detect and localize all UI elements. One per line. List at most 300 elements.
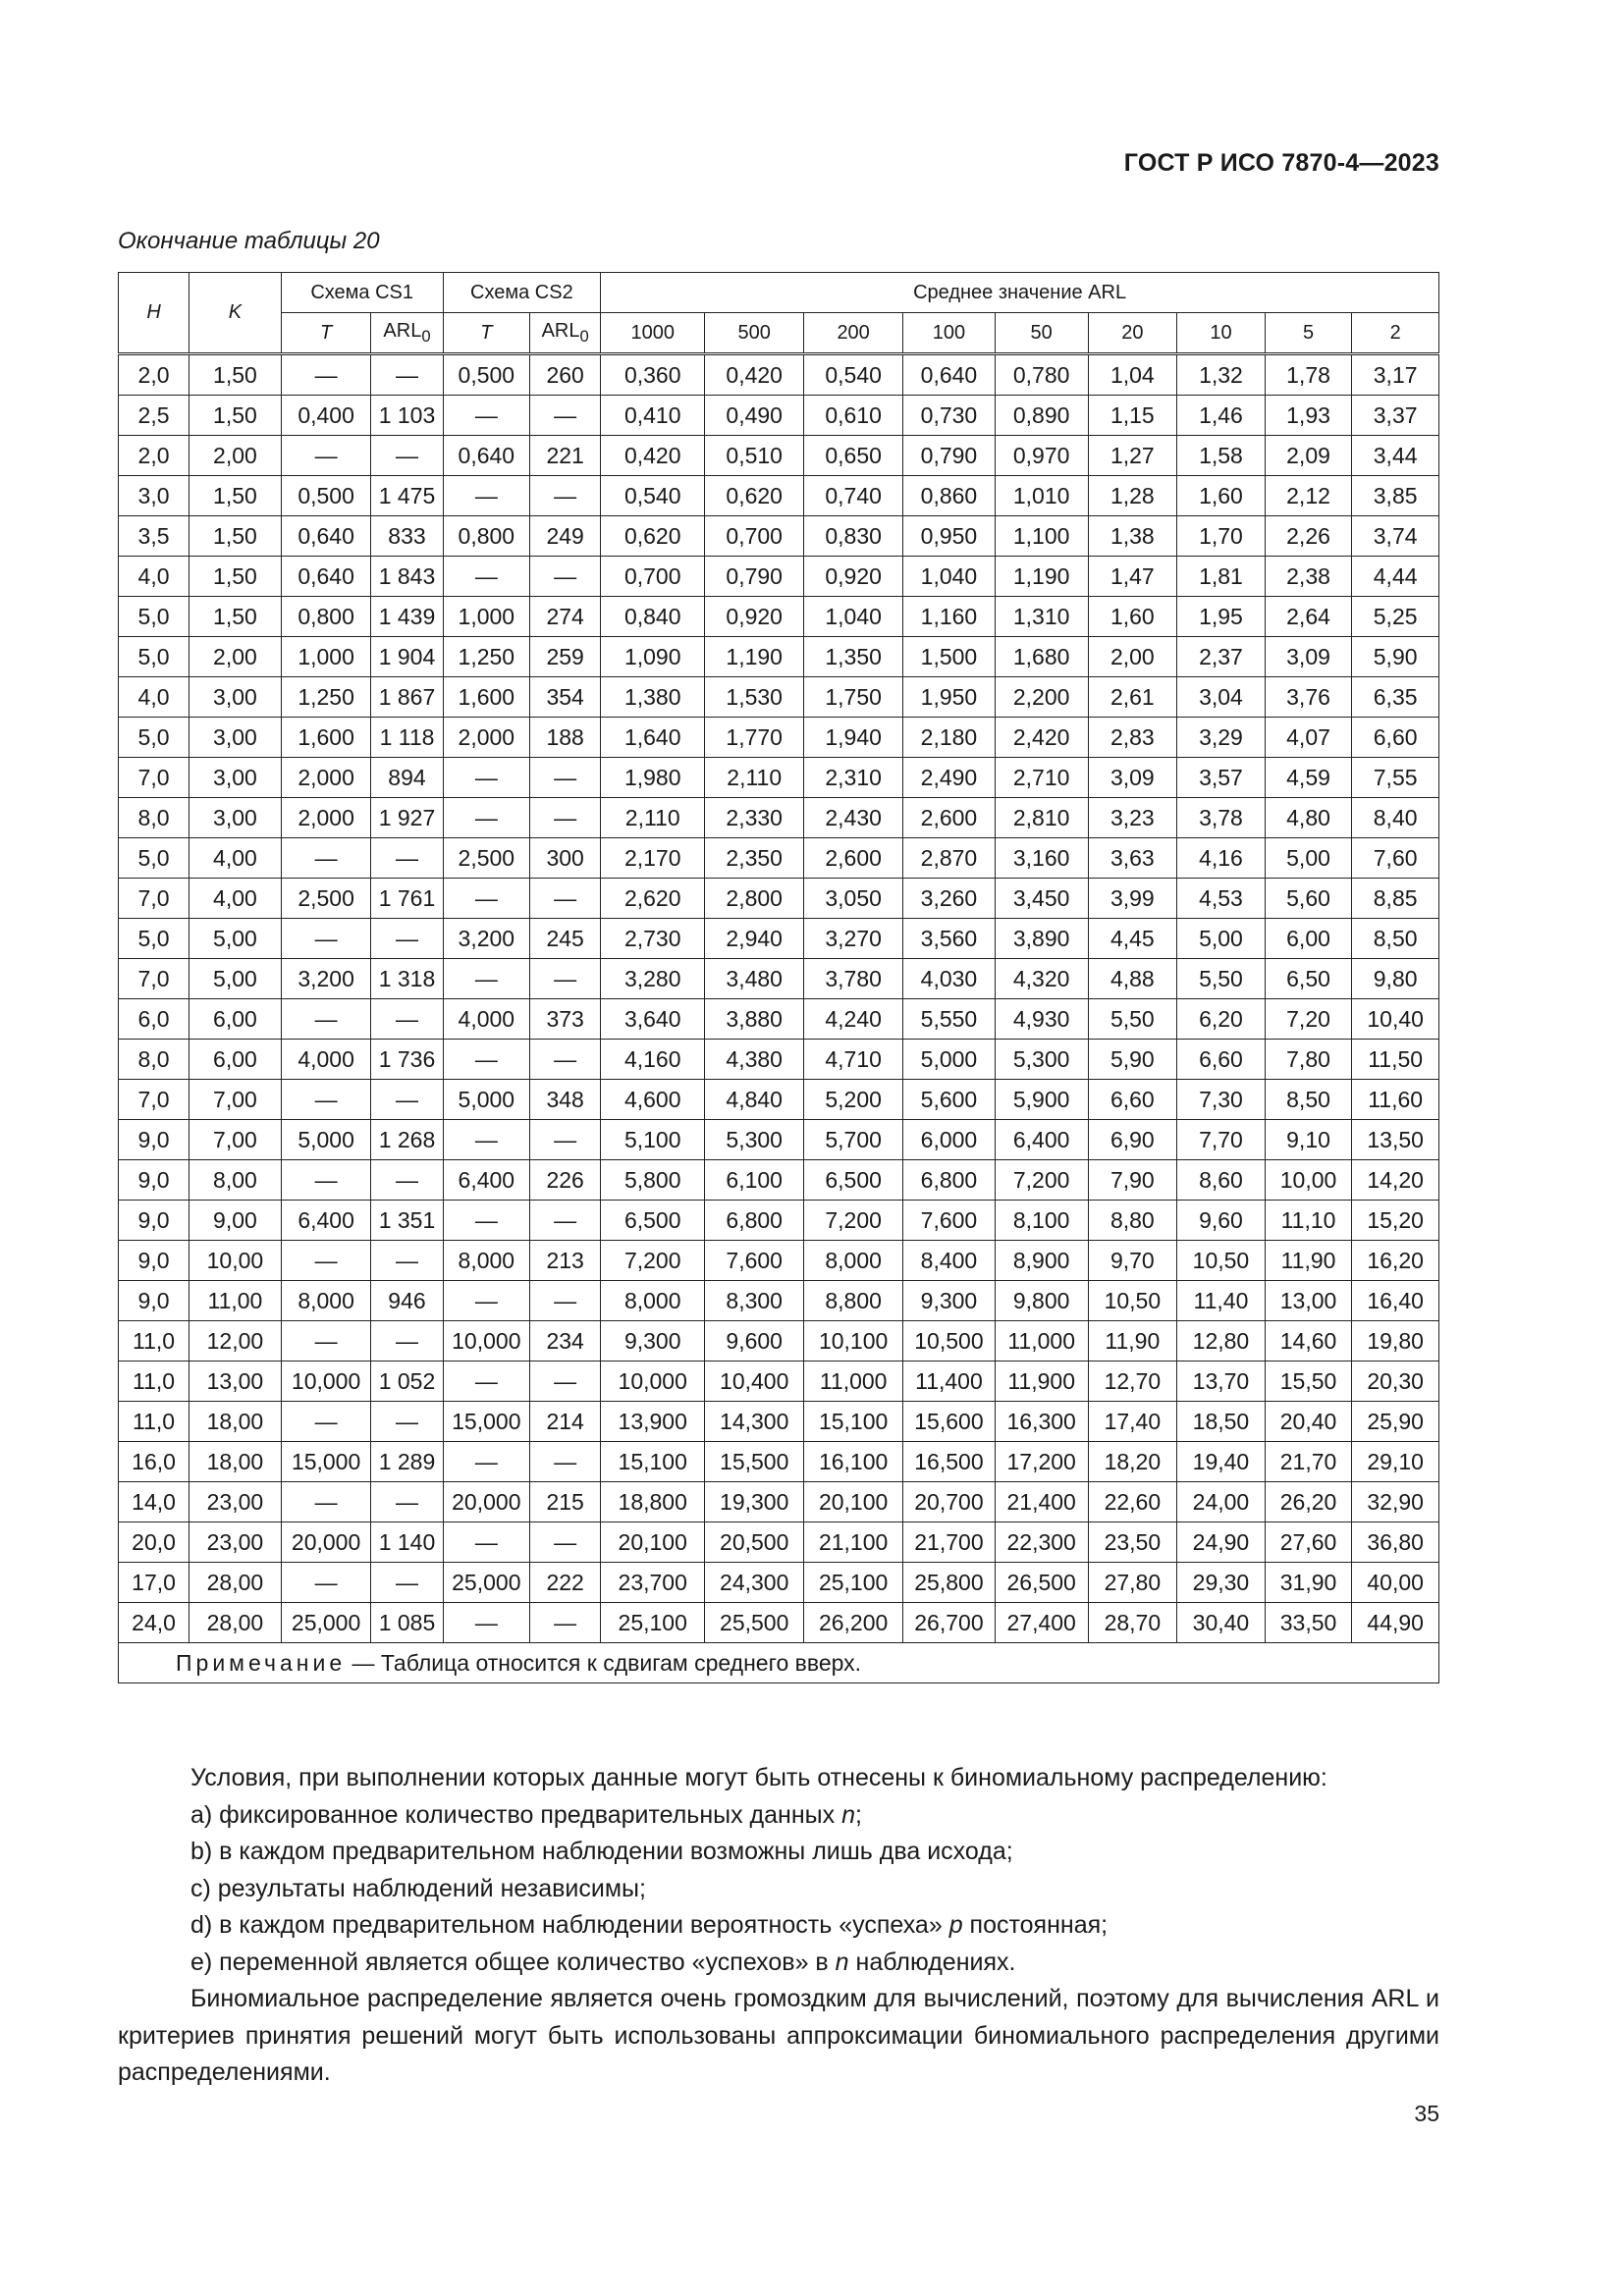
table-cell: — bbox=[443, 1201, 530, 1241]
table-cell: 1,350 bbox=[804, 637, 903, 677]
table-cell: 3,00 bbox=[189, 718, 282, 758]
table-cell: 9,600 bbox=[705, 1321, 804, 1362]
col-header-arl-group: Среднее значение ARL bbox=[601, 273, 1439, 313]
table-cell: — bbox=[281, 436, 371, 476]
body-text bbox=[118, 1760, 1439, 2092]
table-cell: 26,700 bbox=[903, 1603, 996, 1643]
table-cell: 6,00 bbox=[189, 1040, 282, 1080]
table-cell: 20,100 bbox=[601, 1522, 705, 1563]
table-cell: 1,190 bbox=[705, 637, 804, 677]
table-cell: 1,04 bbox=[1088, 354, 1177, 396]
table-row bbox=[119, 557, 1439, 597]
table-cell: 25,100 bbox=[804, 1563, 903, 1603]
table-row bbox=[119, 919, 1439, 959]
table-cell: 300 bbox=[530, 838, 601, 879]
table-cell: 1,500 bbox=[903, 637, 996, 677]
table-cell: 5,000 bbox=[903, 1040, 996, 1080]
table-cell: 10,000 bbox=[601, 1362, 705, 1402]
table-cell: 7,30 bbox=[1177, 1080, 1266, 1120]
table-cell: 0,620 bbox=[601, 516, 705, 557]
table-cell: 3,00 bbox=[189, 677, 282, 718]
table-row bbox=[119, 798, 1439, 838]
table-cell: 23,700 bbox=[601, 1563, 705, 1603]
table-cell: 4,930 bbox=[995, 999, 1088, 1040]
table-cell: 3,0 bbox=[119, 476, 189, 516]
table-cell: 15,50 bbox=[1265, 1362, 1352, 1402]
table-cell: 3,17 bbox=[1352, 354, 1439, 396]
table-cell: 1 289 bbox=[371, 1442, 443, 1482]
table-cell: 1,680 bbox=[995, 637, 1088, 677]
table-cell: 2,710 bbox=[995, 758, 1088, 798]
table-cell: 1,640 bbox=[601, 718, 705, 758]
table-cell: — bbox=[530, 758, 601, 798]
table-cell: 3,04 bbox=[1177, 677, 1266, 718]
table-cell: 214 bbox=[530, 1402, 601, 1442]
table-cell: — bbox=[443, 758, 530, 798]
table-cell: 30,40 bbox=[1177, 1603, 1266, 1643]
table-cell: 9,300 bbox=[601, 1321, 705, 1362]
table-cell: 7,00 bbox=[189, 1120, 282, 1160]
table-cell: 2,310 bbox=[804, 758, 903, 798]
table-cell: 8,000 bbox=[804, 1241, 903, 1281]
table-cell: 3,640 bbox=[601, 999, 705, 1040]
table-cell: — bbox=[281, 1160, 371, 1201]
table-cell: 249 bbox=[530, 516, 601, 557]
table-cell: 5,00 bbox=[1265, 838, 1352, 879]
table-cell: — bbox=[281, 838, 371, 879]
table-cell: — bbox=[371, 919, 443, 959]
condition-post: ; bbox=[854, 1800, 862, 1829]
table-cell: 10,400 bbox=[705, 1362, 804, 1402]
table-cell: 28,00 bbox=[189, 1603, 282, 1643]
table-cell: 2,870 bbox=[903, 838, 996, 879]
table-cell: 2,61 bbox=[1088, 677, 1177, 718]
table-cell: 7,200 bbox=[601, 1241, 705, 1281]
table-cell: 1 761 bbox=[371, 879, 443, 919]
table-cell: 11,0 bbox=[119, 1321, 189, 1362]
table-cell: 1,000 bbox=[443, 597, 530, 637]
condition-pre: а) фиксированное количество предварительных данных bbox=[190, 1800, 842, 1829]
table-cell: 7,55 bbox=[1352, 758, 1439, 798]
table-cell: 2,09 bbox=[1265, 436, 1352, 476]
table-cell: 10,50 bbox=[1088, 1281, 1177, 1321]
table-cell: 0,400 bbox=[281, 396, 371, 436]
table-cell: 10,000 bbox=[281, 1362, 371, 1402]
table-cell: 9,00 bbox=[189, 1201, 282, 1241]
table-cell: 0,640 bbox=[281, 516, 371, 557]
table-cell: 10,100 bbox=[804, 1321, 903, 1362]
table-cell: 1 351 bbox=[371, 1201, 443, 1241]
table-cell: 2,600 bbox=[903, 798, 996, 838]
table-cell: 0,540 bbox=[601, 476, 705, 516]
table-cell: 4,030 bbox=[903, 959, 996, 999]
table-cell: 8,40 bbox=[1352, 798, 1439, 838]
table-cell: 2,12 bbox=[1265, 476, 1352, 516]
table-cell: 6,60 bbox=[1088, 1080, 1177, 1120]
table-cell: 5,0 bbox=[119, 838, 189, 879]
table-cell: 15,100 bbox=[601, 1442, 705, 1482]
table-cell: 9,0 bbox=[119, 1120, 189, 1160]
table-cell: 18,00 bbox=[189, 1402, 282, 1442]
table-cell: 894 bbox=[371, 758, 443, 798]
table-cell: 26,200 bbox=[804, 1603, 903, 1643]
table-cell: 0,830 bbox=[804, 516, 903, 557]
table-cell: 23,50 bbox=[1088, 1522, 1177, 1563]
table-cell: 3,560 bbox=[903, 919, 996, 959]
table-cell: — bbox=[530, 1522, 601, 1563]
table-cell: — bbox=[530, 1603, 601, 1643]
table-cell: 3,880 bbox=[705, 999, 804, 1040]
table-cell: 2,38 bbox=[1265, 557, 1352, 597]
table-cell: 0,410 bbox=[601, 396, 705, 436]
table-cell: 6,60 bbox=[1177, 1040, 1266, 1080]
table-cell: 0,800 bbox=[281, 597, 371, 637]
table-cell: 4,000 bbox=[443, 999, 530, 1040]
table-cell: 4,710 bbox=[804, 1040, 903, 1080]
table-cell: 4,80 bbox=[1265, 798, 1352, 838]
table-cell: — bbox=[443, 1040, 530, 1080]
table-cell: — bbox=[371, 1482, 443, 1522]
table-cell: 245 bbox=[530, 919, 601, 959]
table-cell: 3,780 bbox=[804, 959, 903, 999]
table-cell: 4,840 bbox=[705, 1080, 804, 1120]
table-cell: 0,800 bbox=[443, 516, 530, 557]
table-note bbox=[119, 1643, 1439, 1683]
table-cell: 5,600 bbox=[903, 1080, 996, 1120]
table-cell: 5,0 bbox=[119, 718, 189, 758]
condition-item bbox=[118, 1834, 1439, 1871]
table-cell: 6,500 bbox=[804, 1160, 903, 1201]
table-cell: 0,860 bbox=[903, 476, 996, 516]
table-cell: 0,700 bbox=[705, 516, 804, 557]
table-cell: 1,28 bbox=[1088, 476, 1177, 516]
condition-pre: b) в каждом предварительном наблюдении возможны лишь два исхода; bbox=[190, 1838, 1013, 1865]
table-cell: 234 bbox=[530, 1321, 601, 1362]
table-cell: 8,0 bbox=[119, 1040, 189, 1080]
table-row bbox=[119, 879, 1439, 919]
table-cell: 15,500 bbox=[705, 1442, 804, 1482]
table-cell: — bbox=[443, 798, 530, 838]
condition-post: постоянная; bbox=[962, 1911, 1109, 1939]
table-cell: 2,000 bbox=[281, 758, 371, 798]
table-cell: 28,70 bbox=[1088, 1603, 1177, 1643]
table-row bbox=[119, 396, 1439, 436]
col-header-k: K bbox=[189, 273, 282, 354]
table-cell: 8,50 bbox=[1352, 919, 1439, 959]
table-cell: 215 bbox=[530, 1482, 601, 1522]
note-text: — Таблица относится к сдвигам среднего вверх. bbox=[346, 1649, 862, 1676]
table-cell: 13,00 bbox=[189, 1362, 282, 1402]
table-cell: 9,10 bbox=[1265, 1120, 1352, 1160]
table-cell: 7,0 bbox=[119, 959, 189, 999]
table-cell: 4,160 bbox=[601, 1040, 705, 1080]
table-cell: 11,50 bbox=[1352, 1040, 1439, 1080]
arl0-subscript: 0 bbox=[579, 326, 589, 346]
table-cell: 1,58 bbox=[1177, 436, 1266, 476]
table-row bbox=[119, 436, 1439, 476]
table-cell: 8,50 bbox=[1265, 1080, 1352, 1120]
table-cell: 0,500 bbox=[281, 476, 371, 516]
table-cell: 11,40 bbox=[1177, 1281, 1266, 1321]
table-cell: 2,00 bbox=[1088, 637, 1177, 677]
table-cell: — bbox=[371, 1402, 443, 1442]
table-cell: 1,81 bbox=[1177, 557, 1266, 597]
table-cell: 8,900 bbox=[995, 1241, 1088, 1281]
table-cell: 5,25 bbox=[1352, 597, 1439, 637]
table-row bbox=[119, 637, 1439, 677]
table-row bbox=[119, 516, 1439, 557]
table-cell: 15,100 bbox=[804, 1402, 903, 1442]
table-cell: 3,00 bbox=[189, 798, 282, 838]
table-cell: 1 867 bbox=[371, 677, 443, 718]
table-cell: 21,100 bbox=[804, 1522, 903, 1563]
table-row bbox=[119, 1442, 1439, 1482]
table-cell: 0,970 bbox=[995, 436, 1088, 476]
table-row bbox=[119, 1603, 1439, 1643]
table-cell: 1 103 bbox=[371, 396, 443, 436]
table-cell: — bbox=[443, 879, 530, 919]
table-cell: 0,780 bbox=[995, 354, 1088, 396]
table-cell: — bbox=[371, 1241, 443, 1281]
table-cell: 3,44 bbox=[1352, 436, 1439, 476]
table-row bbox=[119, 1402, 1439, 1442]
table-cell: — bbox=[281, 1241, 371, 1281]
table-cell: 0,610 bbox=[804, 396, 903, 436]
table-cell: 0,420 bbox=[601, 436, 705, 476]
table-cell: 946 bbox=[371, 1281, 443, 1321]
table-cell: 7,200 bbox=[995, 1160, 1088, 1201]
table-cell: — bbox=[281, 1080, 371, 1120]
table-cell: 19,80 bbox=[1352, 1321, 1439, 1362]
table-cell: 274 bbox=[530, 597, 601, 637]
condition-var: n bbox=[841, 1800, 855, 1829]
table-cell: 3,5 bbox=[119, 516, 189, 557]
table-cell: 2,00 bbox=[189, 637, 282, 677]
table-cell: 0,650 bbox=[804, 436, 903, 476]
table-row bbox=[119, 1482, 1439, 1522]
table-cell: 6,20 bbox=[1177, 999, 1266, 1040]
table-cell: 0,950 bbox=[903, 516, 996, 557]
table-cell: 20,700 bbox=[903, 1482, 996, 1522]
condition-var: p bbox=[948, 1911, 963, 1939]
condition-item bbox=[118, 1907, 1439, 1945]
table-cell: 4,0 bbox=[119, 557, 189, 597]
table-cell: 8,000 bbox=[443, 1241, 530, 1281]
table-cell: 8,80 bbox=[1088, 1201, 1177, 1241]
table-cell: — bbox=[443, 1362, 530, 1402]
table-cell: 15,000 bbox=[443, 1402, 530, 1442]
table-cell: 8,60 bbox=[1177, 1160, 1266, 1201]
table-row bbox=[119, 677, 1439, 718]
table-cell: 23,00 bbox=[189, 1522, 282, 1563]
table-cell: 4,45 bbox=[1088, 919, 1177, 959]
arl0-label: ARL bbox=[541, 319, 580, 342]
table-cell: 3,57 bbox=[1177, 758, 1266, 798]
table-cell: 21,700 bbox=[903, 1522, 996, 1563]
table-cell: 6,800 bbox=[903, 1160, 996, 1201]
table-row bbox=[119, 597, 1439, 637]
table-cell: 18,00 bbox=[189, 1442, 282, 1482]
table-cell: 8,300 bbox=[705, 1281, 804, 1321]
table-cell: 3,200 bbox=[443, 919, 530, 959]
page-number: 35 bbox=[1414, 2101, 1439, 2126]
table-cell: 16,300 bbox=[995, 1402, 1088, 1442]
table-cell: 5,000 bbox=[281, 1120, 371, 1160]
table-cell: 1,980 bbox=[601, 758, 705, 798]
table-cell: 16,40 bbox=[1352, 1281, 1439, 1321]
table-cell: 27,80 bbox=[1088, 1563, 1177, 1603]
table-cell: 222 bbox=[530, 1563, 601, 1603]
table-cell: 10,40 bbox=[1352, 999, 1439, 1040]
table-cell: 3,09 bbox=[1265, 637, 1352, 677]
table-cell: 0,840 bbox=[601, 597, 705, 637]
table-cell: 4,59 bbox=[1265, 758, 1352, 798]
table-cell: 1,530 bbox=[705, 677, 804, 718]
table-cell: 6,60 bbox=[1352, 718, 1439, 758]
table-cell: 1,93 bbox=[1265, 396, 1352, 436]
table-cell: 16,20 bbox=[1352, 1241, 1439, 1281]
table-cell: 0,640 bbox=[443, 436, 530, 476]
col-header-cs1-t: T bbox=[281, 313, 371, 354]
conditions-list bbox=[118, 1797, 1439, 1982]
table-cell: 3,270 bbox=[804, 919, 903, 959]
table-cell: 1,250 bbox=[443, 637, 530, 677]
table-cell: 0,730 bbox=[903, 396, 996, 436]
table-cell: 18,50 bbox=[1177, 1402, 1266, 1442]
table-cell: 3,37 bbox=[1352, 396, 1439, 436]
table-row bbox=[119, 959, 1439, 999]
table-cell: 3,280 bbox=[601, 959, 705, 999]
table-cell: 3,74 bbox=[1352, 516, 1439, 557]
table-cell: 2,26 bbox=[1265, 516, 1352, 557]
table-cell: 1,32 bbox=[1177, 354, 1266, 396]
table-cell: 5,200 bbox=[804, 1080, 903, 1120]
table-cell: 6,0 bbox=[119, 999, 189, 1040]
table-cell: 0,490 bbox=[705, 396, 804, 436]
table-cell: 1,50 bbox=[189, 516, 282, 557]
table-cell: 0,640 bbox=[281, 557, 371, 597]
table-cell: 4,600 bbox=[601, 1080, 705, 1120]
table-cell: — bbox=[530, 1362, 601, 1402]
table-cell: 1,190 bbox=[995, 557, 1088, 597]
table-cell: 5,00 bbox=[189, 959, 282, 999]
table-cell: 24,00 bbox=[1177, 1482, 1266, 1522]
table-cell: 2,200 bbox=[995, 677, 1088, 718]
table-row bbox=[119, 1201, 1439, 1241]
table-cell: — bbox=[371, 354, 443, 396]
table-cell: 22,60 bbox=[1088, 1482, 1177, 1522]
col-header-cs1: Схема CS1 bbox=[281, 273, 443, 313]
table-cell: 3,85 bbox=[1352, 476, 1439, 516]
table-cell: 6,400 bbox=[995, 1120, 1088, 1160]
table-cell: 1,70 bbox=[1177, 516, 1266, 557]
table-cell: 0,790 bbox=[705, 557, 804, 597]
table-row bbox=[119, 1080, 1439, 1120]
table-cell: — bbox=[443, 396, 530, 436]
table-cell: 16,0 bbox=[119, 1442, 189, 1482]
table-cell: 3,890 bbox=[995, 919, 1088, 959]
col-header-arl-3: 100 bbox=[903, 313, 996, 354]
table-cell: — bbox=[443, 1281, 530, 1321]
table-cell: — bbox=[281, 1321, 371, 1362]
table-cell: 3,78 bbox=[1177, 798, 1266, 838]
table-cell: 6,35 bbox=[1352, 677, 1439, 718]
table-cell: 2,83 bbox=[1088, 718, 1177, 758]
table-cell: 26,500 bbox=[995, 1563, 1088, 1603]
table-cell: 25,800 bbox=[903, 1563, 996, 1603]
table-cell: 11,10 bbox=[1265, 1201, 1352, 1241]
table-cell: 14,20 bbox=[1352, 1160, 1439, 1201]
table-cell: 12,70 bbox=[1088, 1362, 1177, 1402]
table-cell: 9,80 bbox=[1352, 959, 1439, 999]
table-cell: 2,600 bbox=[804, 838, 903, 879]
table-cell: 5,900 bbox=[995, 1080, 1088, 1120]
table-cell: 0,740 bbox=[804, 476, 903, 516]
table-cell: 20,000 bbox=[443, 1482, 530, 1522]
table-row bbox=[119, 718, 1439, 758]
table-cell: 2,730 bbox=[601, 919, 705, 959]
table-cell: 8,800 bbox=[804, 1281, 903, 1321]
table-cell: 1,100 bbox=[995, 516, 1088, 557]
table-cell: 1,940 bbox=[804, 718, 903, 758]
table-row bbox=[119, 1321, 1439, 1362]
table-cell: 0,620 bbox=[705, 476, 804, 516]
table-cell: 3,09 bbox=[1088, 758, 1177, 798]
table-cell: — bbox=[530, 1201, 601, 1241]
table-cell: 1 052 bbox=[371, 1362, 443, 1402]
table-cell: 19,300 bbox=[705, 1482, 804, 1522]
table-cell: 2,350 bbox=[705, 838, 804, 879]
table-row bbox=[119, 1281, 1439, 1321]
table-cell: 11,000 bbox=[995, 1321, 1088, 1362]
table-cell: — bbox=[530, 959, 601, 999]
table-cell: — bbox=[371, 436, 443, 476]
table-cell: 0,510 bbox=[705, 436, 804, 476]
table-cell: 3,63 bbox=[1088, 838, 1177, 879]
table-cell: 14,300 bbox=[705, 1402, 804, 1442]
table-cell: 1,310 bbox=[995, 597, 1088, 637]
table-row bbox=[119, 476, 1439, 516]
table-cell: 7,0 bbox=[119, 879, 189, 919]
table-cell: 4,16 bbox=[1177, 838, 1266, 879]
table-cell: — bbox=[443, 557, 530, 597]
table-cell: 9,0 bbox=[119, 1241, 189, 1281]
col-header-arl-8: 2 bbox=[1352, 313, 1439, 354]
col-header-h: H bbox=[119, 273, 189, 354]
table-cell: 7,80 bbox=[1265, 1040, 1352, 1080]
table-cell: 4,07 bbox=[1265, 718, 1352, 758]
table-cell: 16,100 bbox=[804, 1442, 903, 1482]
table-cell: — bbox=[371, 838, 443, 879]
table-cell: 6,400 bbox=[443, 1160, 530, 1201]
table-cell: 15,600 bbox=[903, 1402, 996, 1442]
table-cell: 1 927 bbox=[371, 798, 443, 838]
table-cell: — bbox=[530, 1442, 601, 1482]
table-cell: 10,00 bbox=[1265, 1160, 1352, 1201]
closing-paragraph: Биномиальное распределение является очень громоздким для вычислений, поэтому для вычисления ARL и критериев принятия решений могут быть использованы аппроксимации биномиального распределения другими распределениями. bbox=[118, 1985, 1439, 2086]
table-cell: 2,810 bbox=[995, 798, 1088, 838]
table-caption: Окончание таблицы 20 bbox=[118, 228, 380, 254]
condition-item bbox=[118, 1945, 1439, 1982]
table-cell: 1,950 bbox=[903, 677, 996, 718]
table-cell: 2,170 bbox=[601, 838, 705, 879]
table-cell: 12,00 bbox=[189, 1321, 282, 1362]
table-cell: — bbox=[281, 919, 371, 959]
table-cell: 4,240 bbox=[804, 999, 903, 1040]
table-cell: 0,890 bbox=[995, 396, 1088, 436]
table-cell: 13,50 bbox=[1352, 1120, 1439, 1160]
table-cell: — bbox=[443, 959, 530, 999]
